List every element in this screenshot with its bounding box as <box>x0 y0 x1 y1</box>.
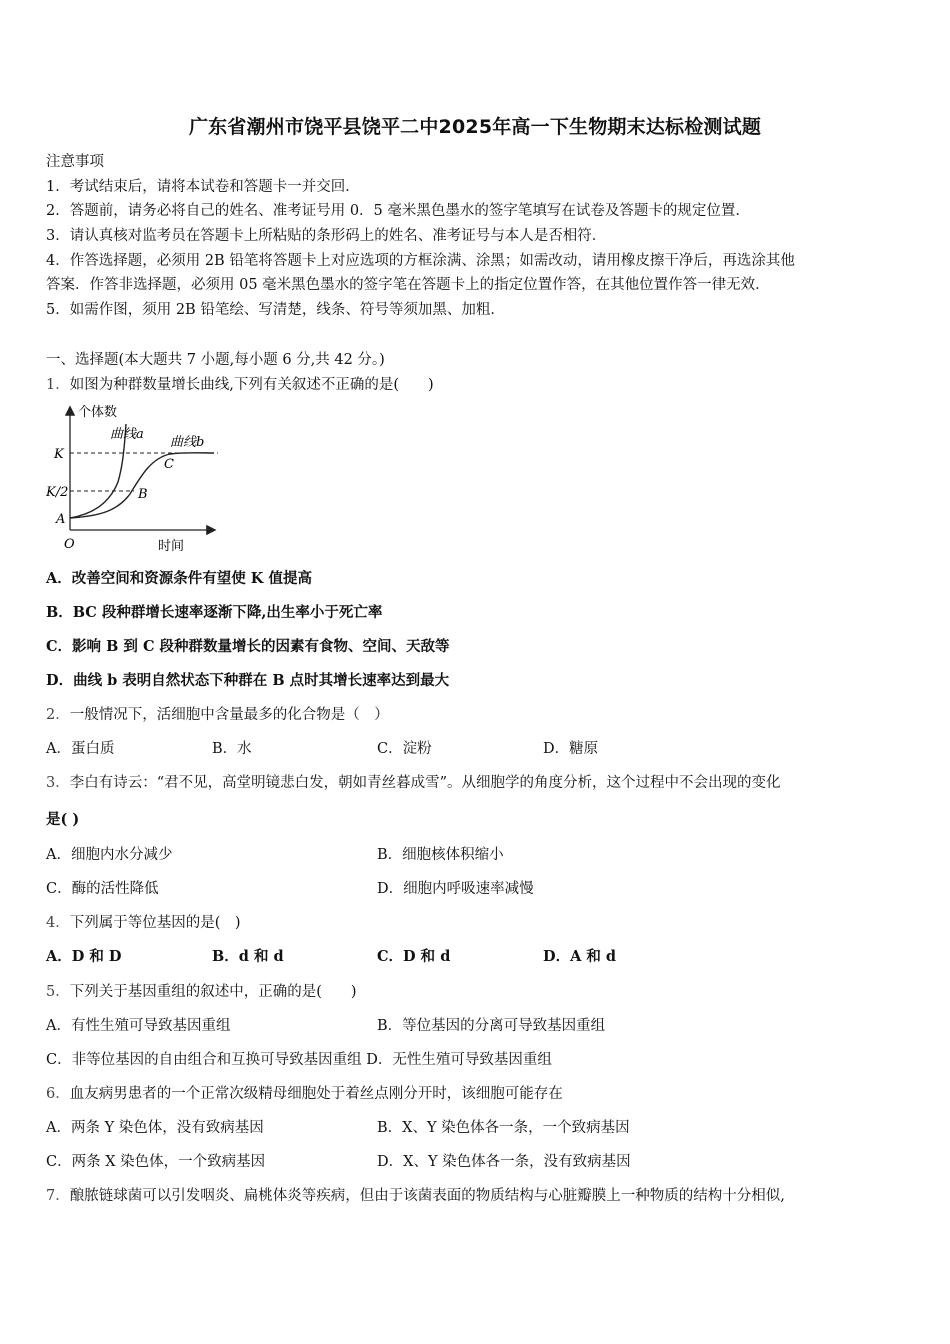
option: C．酶的活性降低 <box>46 881 159 897</box>
notice-heading: 注意事项 <box>46 154 104 170</box>
option: C．两条 X 染色体，一个致病基因 <box>46 1154 266 1170</box>
question-text: 一般情况下，活细胞中含量最多的化合物是（ ） <box>69 707 389 723</box>
option: A．细胞内水分减少 <box>46 847 173 863</box>
notice-item: 4．作答选择题，必须用 2B 铅笔将答题卡上对应选项的方框涂满、涂黑；如需改动，请用橡皮擦干净后，再选涂其他 <box>46 253 795 269</box>
question-5-stem <box>46 982 357 1002</box>
question-text: 血友病男患者的一个正常次级精母细胞处于着丝点刚分开时，该细胞可能存在 <box>69 1086 563 1102</box>
option: B．BC 段种群增长速率逐渐下降,出生率小于死亡率 <box>46 604 383 621</box>
option: D．X、Y 染色体各一条，没有致病基因 <box>377 1154 631 1170</box>
curve-a-label: 曲线a <box>110 427 144 442</box>
notice-item: 5．如需作图，须用 2B 铅笔绘、写清楚，线条、符号等须加黑、加粗． <box>46 302 505 318</box>
k-label: K <box>54 447 64 462</box>
option: B．细胞核体积缩小 <box>377 847 504 863</box>
question-6-stem <box>46 1084 563 1104</box>
question-text: 酿脓链球菌可以引发咽炎、扁桃体炎等疾病，但由于该菌表面的物质结构与心脏瓣膜上一种物质的结构十分相似, <box>69 1188 785 1204</box>
question-7-stem <box>46 1186 785 1206</box>
option: A．改善空间和资源条件有望使 K 值提高 <box>46 570 312 587</box>
option: D．曲线 b 表明自然状态下种群在 B 点时其增长速率达到最大 <box>46 672 450 689</box>
notice-item: 2．答题前，请务必将自己的姓名、准考证号用 0．5 毫米黑色墨水的签字笔填写在试卷及答题卡的规定位置． <box>46 203 750 219</box>
question-number: 7． <box>46 1188 70 1204</box>
question-number: 3． <box>46 775 70 791</box>
notice-item: 3．请认真核对监考员在答题卡上所粘贴的条形码上的姓名、准考证号与本人是否相符． <box>46 228 607 244</box>
page-title: 广东省潮州市饶平县饶平二中2025年高一下生物期末达标检测试题 <box>188 116 762 138</box>
curve-b-label: 曲线b <box>170 435 205 450</box>
point-c-label: C <box>164 457 174 472</box>
option: B．X、Y 染色体各一条，一个致病基因 <box>377 1120 630 1136</box>
option: B．d 和 d <box>212 948 284 965</box>
question-1-stem <box>46 375 434 395</box>
question-number: 4． <box>46 915 70 931</box>
question-text: 如图为种群数量增长曲线,下列有关叙述不正确的是( ) <box>69 377 434 393</box>
option: B．等位基因的分离可导致基因重组 <box>377 1018 606 1034</box>
option: A．蛋白质 <box>46 741 115 757</box>
option: C．非等位基因的自由组合和互换可导致基因重组 D．无性生殖可导致基因重组 <box>46 1052 552 1068</box>
option: A．两条 Y 染色体，没有致病基因 <box>46 1120 264 1136</box>
notice-item: 答案．作答非选择题，必须用 05 毫米黑色墨水的签字笔在答题卡上的指定位置作答，在其他位置作答一律无效． <box>46 277 770 293</box>
option: D．糖原 <box>543 741 599 757</box>
question-number: 5． <box>46 984 70 1000</box>
k-half-label: K/2 <box>46 485 69 500</box>
question-4-stem <box>46 913 241 933</box>
origin-label: O <box>64 537 75 552</box>
curve-b <box>70 453 214 518</box>
point-b-label: B <box>138 487 148 502</box>
option: C．D 和 d <box>377 948 451 965</box>
question-number: 2． <box>46 707 70 723</box>
question-3-stem <box>46 773 781 793</box>
option: A．D 和 D <box>46 948 122 965</box>
option: A．有性生殖可导致基因重组 <box>46 1018 231 1034</box>
section-heading: 一、选择题(本大题共 7 小题,每小题 6 分,共 42 分。) <box>46 352 385 368</box>
option: D．A 和 d <box>543 948 617 965</box>
option: D．细胞内呼吸速率减慢 <box>377 881 534 897</box>
point-a-label: A <box>56 512 66 527</box>
question-2-stem <box>46 705 389 725</box>
notice-item: 1．考试结束后，请将本试卷和答题卡一并交回． <box>46 179 360 195</box>
question-text: 李白有诗云：“君不见，高堂明镜悲白发，朝如青丝暮成雪”。从细胞学的角度分析，这个过程中不会出现的变化 <box>69 775 781 791</box>
y-axis-label: 个体数 <box>78 405 118 420</box>
option: B．水 <box>212 741 252 757</box>
option: C．淀粉 <box>377 741 432 757</box>
option: C．影响 B 到 C 段种群数量增长的因素有食物、空间、天敌等 <box>46 638 450 655</box>
question-number: 6． <box>46 1086 70 1102</box>
question-text: 下列关于基因重组的叙述中，正确的是( ) <box>69 984 357 1000</box>
x-axis-label: 时间 <box>158 539 185 554</box>
question-text: 下列属于等位基因的是( ) <box>69 915 241 931</box>
question-3-stem-cont: 是( ) <box>46 811 80 828</box>
population-growth-graph <box>46 402 218 558</box>
question-number: 1． <box>46 377 70 393</box>
